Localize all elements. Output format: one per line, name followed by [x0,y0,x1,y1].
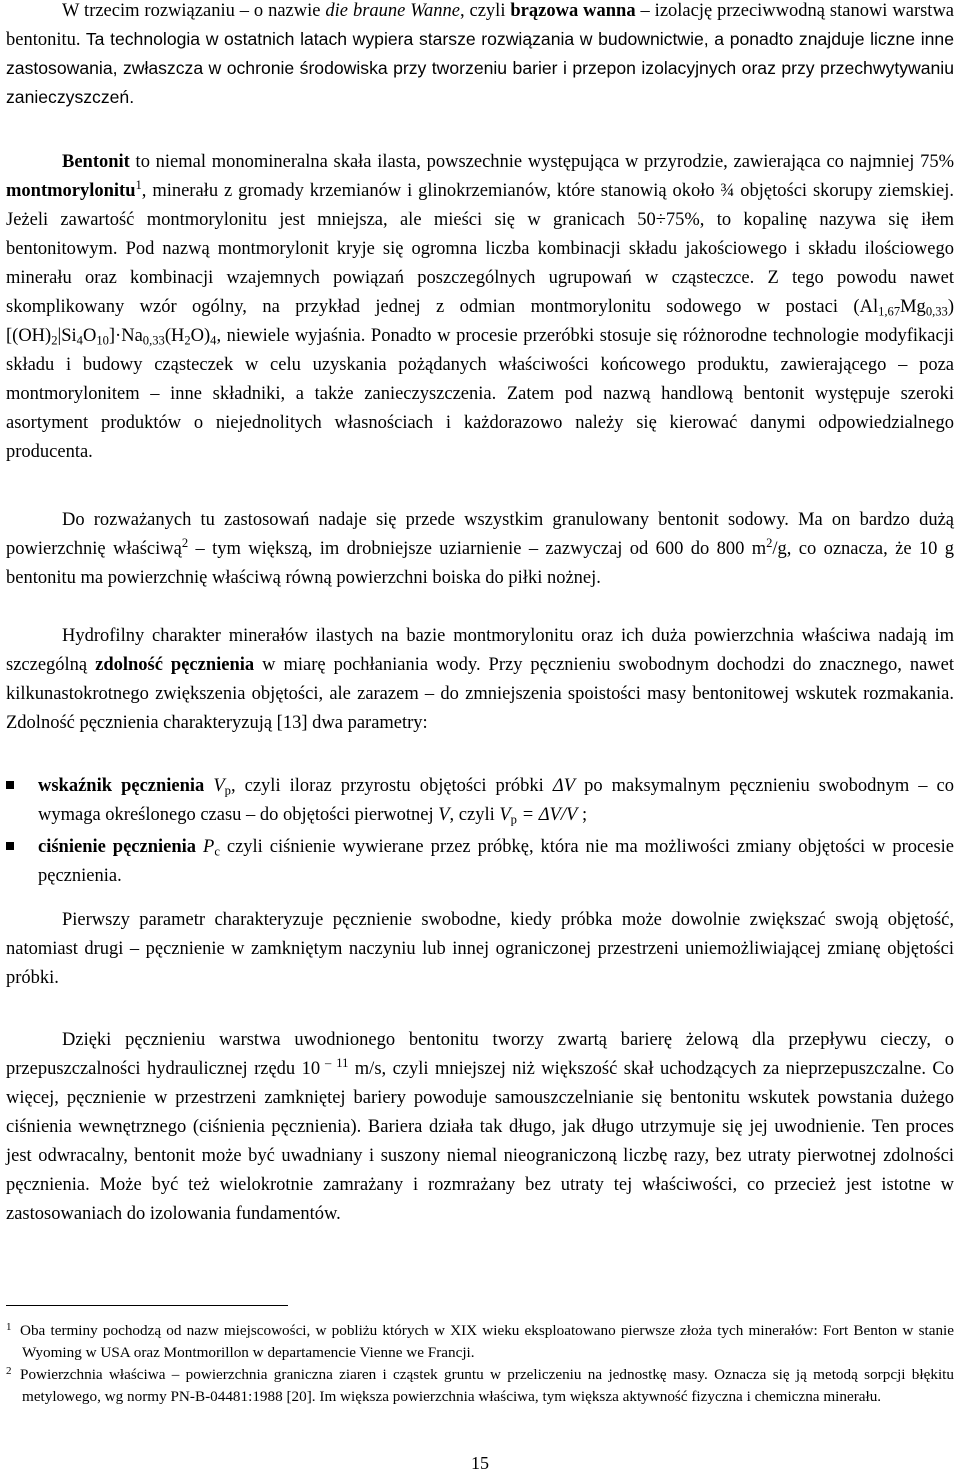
paragraph-sodium-bentonite: Do rozważanych tu zastosowań nadaje się przede wszystkim granulowany bentonit sodowy. Ma on bardzo dużą powierzchnię właściwą$^2$ – tym większą, im drobniejsze uziarnienie – zazwyczaj od 600 do 800 $m^2/g$, co oznacza, że 10 g bentonitu ma powierzchnię właściwą równą powierzchni boiska do piłki nożnej. [6,510,954,588]
paragraph-bentonite-definition: Bentonit to niemal monomineralna skała ilasta, powszechnie występująca w przyrodzie, zawierająca co najmniej 75% montmorylonitu$^1$, minerału z gromady krzemianów i glinokrzemianów, które stanowią około ¾ objętości skorupy ziemskiej. Jeżeli zawartość montmorylonitu jest mniejsza, ale mieści się w granicach 50÷75%, to kopalinę nazywa się iłem bentonitowym. Pod nazwą montmorylonit kryje się ogromna liczba kombinacji składu jakościowego i składu ilościowego minerału oraz kombinacji wzajemnych powiązań poszczególnych ugrupowań w cząsteczce. Z tego powodu nawet skomplikowany wzór ogólny, na przykład jednej z odmian montmorylonitu sodowego w postaci $(Al_{1,67}Mg_{0,33})[(OH)_2|Si_4O_{10}]\cdot Na_{0,33}(H_2O)_4$, niewiele wyjaśnia. Ponadto w procesie przeróbki stosuje się różnorodne technologie modyfikacji składu i budowy cząsteczek w celu uzyskania pożądanych właściwości końcowego produktu, zawierającego – poza montmorylonitem – inne składniki, a także zanieczyszczenia. Zatem pod nazwą handlową bentonit występuje szeroki asortyment produktów o niejednolitych własnościach i każdorazowo należy się kierować danymi odpowiedzialnego producenta. [6,152,954,462]
list-item-swelling-index: wskaźnik pęcznienia $V_p$, czyli iloraz przyrostu objętości próbki ΔV po maksymalnym pęcznieniu swobodnym – co wymaga określonego czasu – do objętości pierwotnej V, czyli $V_p = \Delta V/V$ ; [6,772,954,830]
paragraph-gel-barrier: Dzięki pęcznieniu warstwa uwodnionego bentonitu tworzy zwartą barierę żelową dla przepływu cieczy, o przepuszczalności hydraulicznej rzędu 10 $^{- 11}$ m/s, czyli mniejszej niż większość skał uchodzących za nieprzepuszczalne. Co więcej, pęcznienie w przestrzeni zamkniętej bariery powoduje samouszczelnianie się bentonitu wskutek powstania dużego ciśnienia wewnętrznego (ciśnienia pęcznienia). Bariera działa tak długo, jak długo utrzymuje się jej uwodnienie. Ten proces jest odwracalny, bentonit może być uwadniany i suszony niemal nieograniczoną liczbę razy, bez utraty pierwotnej zdolności pęcznienia. Może być też wielokrotnie zamrażany i rozmrażany bez utraty tej właściwości, co przecież jest istotne w zastosowaniach do izolowania fundamentów. [6,1030,954,1224]
footnote-ref-2: 2 [181,536,189,551]
page-number: 15 [471,1453,489,1473]
footnote-2: 2 Powierzchnia właściwa – powierzchnia graniczna ziaren i cząstek gruntu w przeliczeniu na jednostkę masy. Oznacza się ją metodą sorpcji błękitu metylowego, wg normy PN-B-04481:1988 [20]. Im większa powierzchnia właściwa, tym większa aktywność fizyczna i chemiczna minerału. [6,1365,954,1405]
bullet-square-icon [6,781,14,789]
paragraph-parameters: Pierwszy parametr charakteryzuje pęcznienie swobodne, kiedy próbka może dowolnie zwiększać swoją objętość, natomiast drugi – pęcznienie w zamkniętym naczyniu lub innej ograniczonej przestrzeni uniemożliwiającej zmianę objętości próbki. [6,910,954,988]
paragraph-intro: W trzecim rozwiązaniu – o nazwie die braune Wanne, czyli brązowa wanna – izolację przeciwwodną stanowi warstwa bentonitu. Ta technologia w ostatnich latach wypiera starsze rozwiązania w budownictwie, a ponadto znajduje liczne inne zastosowania, zwłaszcza w ochronie środowiska przy tworzeniu barier i przepon izolacyjnych oraz przy przechwytywaniu zanieczyszczeń. [6,1,955,107]
chemical-formula: $(Al_{1,67}Mg_{0,33})[(OH)_2|Si_4O_{10}]\cdot Na_{0,33}(H_2O)_4$ [6,297,954,348]
list-item-swelling-pressure: ciśnienie pęcznienia $P_c$ czyli ciśnienie wywierane przez próbkę, która nie ma możliwości zmiany objętości w procesie pęcznienia. [6,833,954,891]
footnote-separator [6,1305,288,1306]
bullet-square-icon [6,842,14,850]
paragraph-swelling: Hydrofilny charakter minerałów ilastych na bazie montmorylonitu oraz ich duża powierzchnia właściwa nadają im szczególną zdolność pęcznienia w miarę pochłaniania wody. Przy pęcznieniu swobodnym dochodzi do znacznego, nawet kilkunastokrotnego zwiększenia objętości, ale zarazem – do zmniejszenia spoistości masy bentonitowej wskutek rozmakania. Zdolność pęcznienia charakteryzują [13] dwa parametry: [6,626,955,733]
footnote-1: 1 Oba terminy pochodzą od nazw miejscowości, w pobliżu których w XIX wieku eksploatowano pierwsze złoża tych minerałów: Fort Benton w stanie Wyoming w USA oraz Montmorillon w departamencie Vienne we Francji. [6,1321,954,1361]
footnote-ref-1: 1 [135,178,142,193]
